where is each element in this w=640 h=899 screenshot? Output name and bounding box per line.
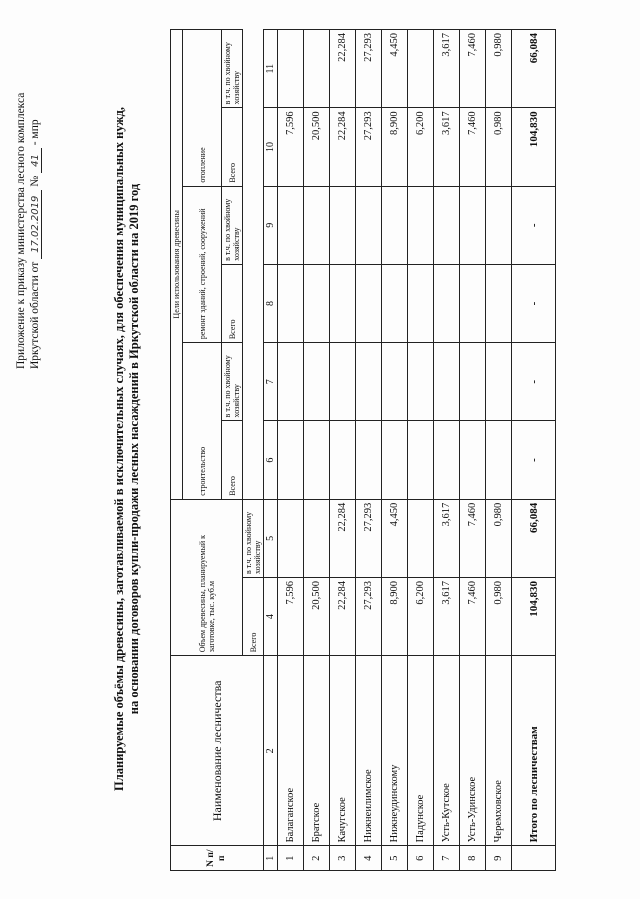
cell-c-total bbox=[434, 421, 460, 499]
cell-r-total bbox=[278, 264, 304, 342]
col-number: 2 bbox=[264, 656, 278, 846]
cell-c-total bbox=[356, 421, 382, 499]
cell-vol-total: 3,617 bbox=[434, 578, 460, 656]
cell-c-conif bbox=[486, 343, 512, 421]
row-number: 6 bbox=[408, 846, 434, 871]
row-number: 3 bbox=[330, 846, 356, 871]
col-number: 6 bbox=[264, 421, 278, 499]
forestry-volume-table bbox=[170, 29, 556, 871]
cell-vol-total: 7,596 bbox=[278, 578, 304, 656]
header-repair-coniferous: в т.ч. по хвойному хозяйству bbox=[222, 186, 243, 264]
appendix-line-1: Приложение к приказу министерства лесного комплекса bbox=[15, 92, 27, 369]
table-row bbox=[408, 30, 434, 871]
document-title bbox=[112, 39, 142, 859]
row-number: 1 bbox=[278, 846, 304, 871]
cell-r-conif bbox=[356, 186, 382, 264]
cell-vol-total: 27,293 bbox=[356, 578, 382, 656]
cell-vol-total: 0,980 bbox=[486, 578, 512, 656]
forestry-name: Черемховское bbox=[486, 656, 512, 846]
cell-r-conif bbox=[434, 186, 460, 264]
cell-h-total: 22,284 bbox=[330, 108, 356, 186]
forestry-name: Нижнеудинскому bbox=[382, 656, 408, 846]
total-r-conif: - bbox=[512, 186, 556, 264]
header-volume-coniferous: в т.ч. по хвойному хозяйству bbox=[243, 499, 264, 577]
appendix-number-prefix: № bbox=[29, 175, 41, 187]
cell-c-total bbox=[382, 421, 408, 499]
cell-c-conif bbox=[408, 343, 434, 421]
cell-c-conif bbox=[330, 343, 356, 421]
row-number: 8 bbox=[460, 846, 486, 871]
column-number-row bbox=[264, 30, 278, 871]
cell-h-conif: 22,284 bbox=[330, 30, 356, 108]
total-h-total: 104,830 bbox=[512, 108, 556, 186]
cell-r-conif bbox=[304, 186, 330, 264]
forestry-name: Балаганское bbox=[278, 656, 304, 846]
cell-r-total bbox=[434, 264, 460, 342]
cell-c-conif bbox=[304, 343, 330, 421]
appendix-date-prefix: Иркутской области от bbox=[29, 261, 41, 369]
header-number: N п/п bbox=[171, 846, 264, 871]
row-number: 4 bbox=[356, 846, 382, 871]
col-number: 11 bbox=[264, 30, 278, 108]
cell-h-conif bbox=[278, 30, 304, 108]
total-row bbox=[512, 30, 556, 871]
total-r-total: - bbox=[512, 264, 556, 342]
cell-r-total bbox=[460, 264, 486, 342]
cell-vol-conif: 27,293 bbox=[356, 499, 382, 577]
cell-vol-total: 20,500 bbox=[304, 578, 330, 656]
cell-vol-conif: 22,284 bbox=[330, 499, 356, 577]
forestry-name: Нижнеилимское bbox=[356, 656, 382, 846]
table-row bbox=[434, 30, 460, 871]
row-number: 5 bbox=[382, 846, 408, 871]
cell-c-total bbox=[278, 421, 304, 499]
cell-r-conif bbox=[382, 186, 408, 264]
col-number: 10 bbox=[264, 108, 278, 186]
cell-vol-total: 7,460 bbox=[460, 578, 486, 656]
col-number: 8 bbox=[264, 264, 278, 342]
header-heating-total: Всего bbox=[222, 108, 243, 186]
forestry-name: Братское bbox=[304, 656, 330, 846]
cell-r-conif bbox=[278, 186, 304, 264]
cell-vol-total: 22,284 bbox=[330, 578, 356, 656]
cell-r-total bbox=[330, 264, 356, 342]
total-vol-conif: 66,084 bbox=[512, 499, 556, 577]
cell-vol-total: 6,200 bbox=[408, 578, 434, 656]
appendix-suffix: - мпр bbox=[29, 119, 41, 146]
cell-h-conif bbox=[408, 30, 434, 108]
cell-r-total bbox=[304, 264, 330, 342]
cell-h-total: 27,293 bbox=[356, 108, 382, 186]
total-vol-total: 104,830 bbox=[512, 578, 556, 656]
cell-h-total: 7,460 bbox=[460, 108, 486, 186]
appendix-date: 17.02.2019 bbox=[30, 190, 42, 259]
cell-r-total bbox=[356, 264, 382, 342]
appendix-number: 41 bbox=[30, 148, 42, 173]
cell-c-conif bbox=[356, 343, 382, 421]
cell-r-conif bbox=[486, 186, 512, 264]
cell-c-conif bbox=[434, 343, 460, 421]
cell-h-total: 8,900 bbox=[382, 108, 408, 186]
appendix-note bbox=[14, 39, 43, 369]
title-line-1: Планируемые объёмы древесины, заготавливаемой в исключительных случаях, для обеспечения муниципальных нужд, bbox=[112, 107, 126, 791]
cell-r-total bbox=[408, 264, 434, 342]
header-volume-total: Всего bbox=[243, 578, 264, 656]
cell-h-conif: 7,460 bbox=[460, 30, 486, 108]
header-construction: строительство bbox=[183, 343, 222, 500]
cell-h-conif: 27,293 bbox=[356, 30, 382, 108]
title-line-2: на основании договоров купли-продажи лесных насаждений в Иркутской области на 2019 год bbox=[127, 183, 141, 715]
cell-h-conif: 0,980 bbox=[486, 30, 512, 108]
cell-c-total bbox=[460, 421, 486, 499]
header-heating: отопление bbox=[183, 30, 222, 187]
cell-vol-conif: 0,980 bbox=[486, 499, 512, 577]
cell-vol-total: 8,900 bbox=[382, 578, 408, 656]
cell-h-conif bbox=[304, 30, 330, 108]
table-row bbox=[486, 30, 512, 871]
row-number: 7 bbox=[434, 846, 460, 871]
col-number: 1 bbox=[264, 846, 278, 871]
header-volume: Объем древесины, планируемый к заготовке, тыс. куб.м bbox=[171, 499, 243, 656]
cell-h-total: 6,200 bbox=[408, 108, 434, 186]
cell-c-conif bbox=[382, 343, 408, 421]
header-construction-total: Всего bbox=[222, 421, 243, 499]
table-row bbox=[460, 30, 486, 871]
total-label: Итого по лесничествам bbox=[512, 656, 556, 846]
cell-r-total bbox=[486, 264, 512, 342]
cell-c-conif bbox=[278, 343, 304, 421]
cell-vol-conif: 7,460 bbox=[460, 499, 486, 577]
cell-h-total: 7,596 bbox=[278, 108, 304, 186]
appendix-line-2 bbox=[28, 39, 43, 369]
cell-c-total bbox=[304, 421, 330, 499]
cell-vol-conif bbox=[304, 499, 330, 577]
cell-h-total: 0,980 bbox=[486, 108, 512, 186]
cell-r-conif bbox=[330, 186, 356, 264]
cell-vol-conif: 3,617 bbox=[434, 499, 460, 577]
forestry-name: Качугское bbox=[330, 656, 356, 846]
table-row bbox=[278, 30, 304, 871]
forestry-name: Усть-Кутское bbox=[434, 656, 460, 846]
col-number: 7 bbox=[264, 343, 278, 421]
table-row bbox=[356, 30, 382, 871]
row-number: 2 bbox=[304, 846, 330, 871]
cell-h-conif: 4,450 bbox=[382, 30, 408, 108]
cell-vol-conif: 4,450 bbox=[382, 499, 408, 577]
cell-vol-conif bbox=[278, 499, 304, 577]
header-purposes: Цели использования древесины bbox=[171, 30, 183, 500]
header-forestry-name: Наименование лесничества bbox=[171, 656, 264, 846]
col-number: 4 bbox=[264, 578, 278, 656]
cell-c-total bbox=[408, 421, 434, 499]
cell-c-total bbox=[486, 421, 512, 499]
col-number: 5 bbox=[264, 499, 278, 577]
cell-h-total: 3,617 bbox=[434, 108, 460, 186]
header-repair-total: Всего bbox=[222, 264, 243, 342]
forestry-name: Падунское bbox=[408, 656, 434, 846]
cell-vol-conif bbox=[408, 499, 434, 577]
forestry-name: Усть-Удинское bbox=[460, 656, 486, 846]
cell-r-conif bbox=[408, 186, 434, 264]
total-c-total: - bbox=[512, 421, 556, 499]
header-construction-coniferous: в т.ч. по хвойному хозяйству bbox=[222, 343, 243, 421]
header-repair: ремонт зданий, строений, сооружений bbox=[183, 186, 222, 343]
cell-c-total bbox=[330, 421, 356, 499]
cell-r-conif bbox=[460, 186, 486, 264]
header-row-1 bbox=[171, 30, 183, 871]
cell-c-conif bbox=[460, 343, 486, 421]
col-number: 9 bbox=[264, 186, 278, 264]
cell-h-total: 20,500 bbox=[304, 108, 330, 186]
cell-r-total bbox=[382, 264, 408, 342]
table-row bbox=[382, 30, 408, 871]
total-c-conif: - bbox=[512, 343, 556, 421]
row-number: 9 bbox=[486, 846, 512, 871]
cell-h-conif: 3,617 bbox=[434, 30, 460, 108]
header-heating-coniferous: в т.ч. по хвойному хозяйству bbox=[222, 30, 243, 108]
table-row bbox=[330, 30, 356, 871]
table-row bbox=[304, 30, 330, 871]
total-h-conif: 66,084 bbox=[512, 30, 556, 108]
